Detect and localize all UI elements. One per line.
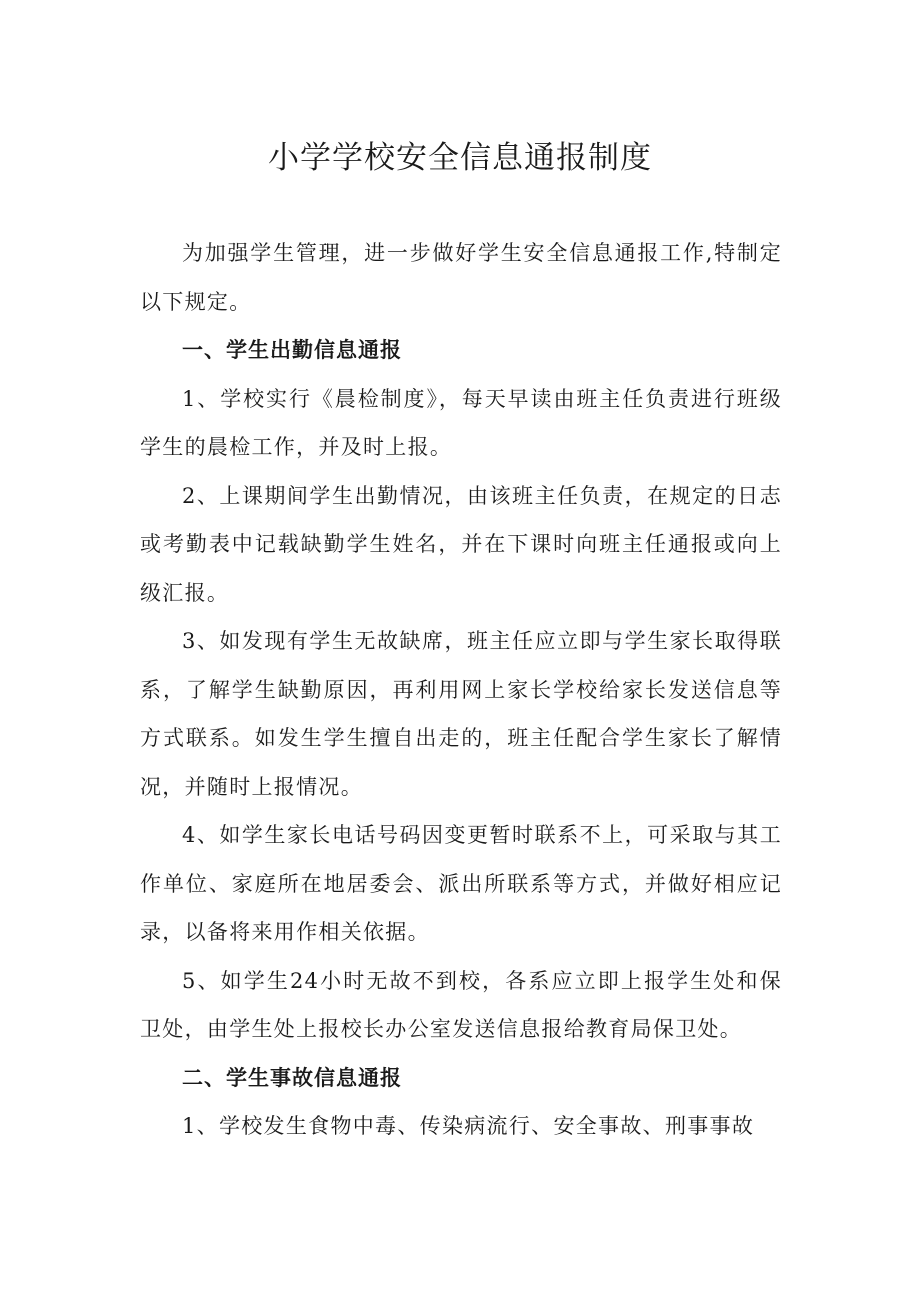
attendance-item-1: 1、学校实行《晨检制度》，每天早读由班主任负责进行班级学生的晨检工作，并及时上报。 <box>140 386 782 459</box>
attendance-item-5: 5、如学生24小时无故不到校，各系应立即上报学生处和保卫处，由学生处上报校长办公室发送信息报给教育局保卫处。 <box>140 968 782 1041</box>
section-heading-attendance: 一、学生出勤信息通报 <box>182 338 402 362</box>
section-heading-accident: 二、学生事故信息通报 <box>182 1065 402 1090</box>
attendance-item-4: 4、如学生家长电话号码因变更暂时联系不上，可采取与其工作单位、家庭所在地居委会、派出所联系等方式，并做好相应记录，以备将来用作相关依据。 <box>140 823 782 944</box>
intro-paragraph: 为加强学生管理，进一步做好学生安全信息通报工作,特制定以下规定。 <box>140 241 782 314</box>
document-body <box>140 229 782 1151</box>
document-title: 小学学校安全信息通报制度 <box>268 140 652 176</box>
attendance-item-3: 3、如发现有学生无故缺席，班主任应立即与学生家长取得联系，了解学生缺勤原因，再利用网上家长学校给家长发送信息等方式联系。如发生学生擅自出走的，班主任配合学生家长了解情况，并随时上报情况。 <box>140 629 782 799</box>
accident-item-1: 1、学校发生食物中毒、传染病流行、安全事故、刑事事故 <box>182 1114 755 1138</box>
attendance-item-2: 2、上课期间学生出勤情况，由该班主任负责，在规定的日志或考勤表中记载缺勤学生姓名，并在下课时向班主任通报或向上级汇报。 <box>140 483 782 605</box>
